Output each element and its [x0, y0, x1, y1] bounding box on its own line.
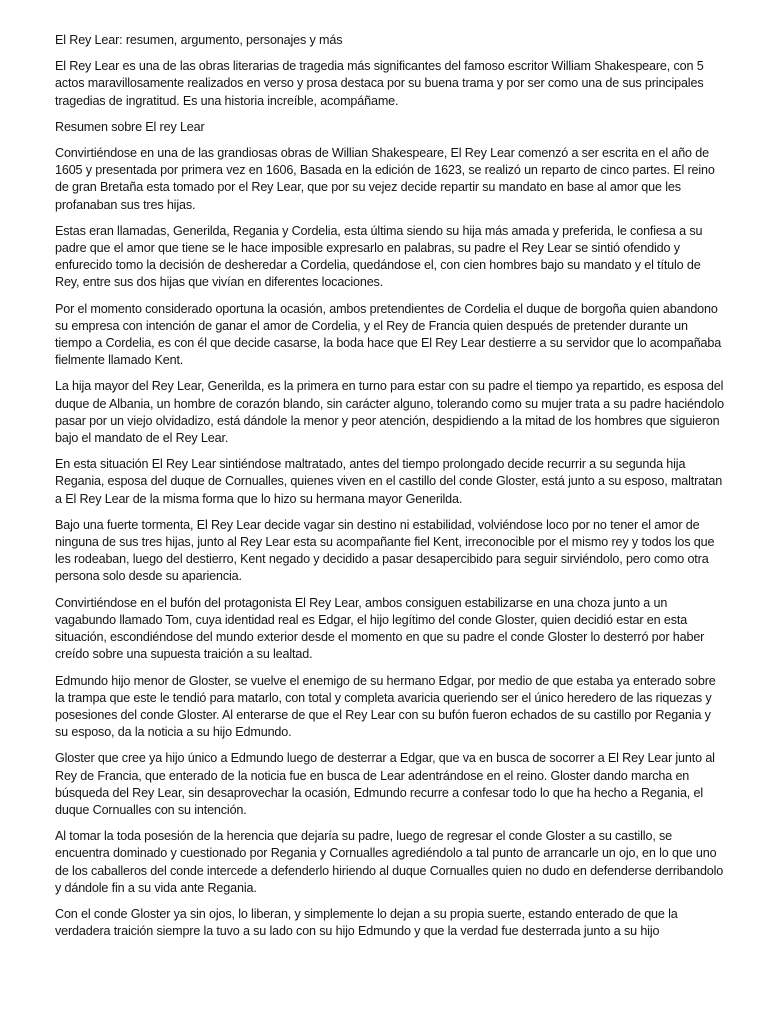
- paragraph: Gloster que cree ya hijo único a Edmundo luego de desterrar a Edgar, que va en busca de socorrer a El Rey Lear junto al Rey de Francia, que enterado de la noticia fue en busca de Lear adentrándose en el reino. Gloster dando marcha en búsqueda del Rey Lear, sin desaprovechar la ocasión, Edmundo recurre a confesar todo lo que ha hecho a Regania, el duque Cornualles con su intención.: [55, 751, 715, 817]
- paragraph: Bajo una fuerte tormenta, El Rey Lear decide vagar sin destino ni estabilidad, volviéndose loco por no tener el amor de ninguna de sus tres hijas, junto al Rey Lear esta su acompañante fiel Kent, irreconocible por el mismo rey y todos los que les rodeaban, luego del destierro, Kent negado y decidido a pasar desapercibido para seguir sirviéndolo, pero como otra persona solo desde su apariencia.: [55, 517, 715, 584]
- paragraph: Edmundo hijo menor de Gloster, se vuelve el enemigo de su hermano Edgar, por medio de que estaba ya enterado sobre la trampa que este le tendió para matarlo, con total y completa avaricia queriendo ser el único heredero de las riquezas y posesiones del conde Gloster. Al enterarse de que el Rey Lear con su bufón fueron echados de su castillo por Regania y su esposo, da la noticia a su hijo Edmundo.: [55, 673, 716, 740]
- section-heading: Resumen sobre El rey Lear: [55, 119, 205, 134]
- document-title: El Rey Lear: resumen, argumento, personajes y más: [55, 33, 343, 47]
- document-body: [55, 32, 727, 949]
- paragraph: Por el momento considerado oportuna la ocasión, ambos pretendientes de Cordelia el duque de borgoña quien abandono su empresa con intención de ganar el amor de Cordelia, y el Rey de Francia quien después de pretender durante un tiempo a Cordelia, es con él que decide casarse, la boda hace que El Rey Lear destierre a su servidor que lo acompañaba fielmente llamado Kent.: [55, 301, 722, 368]
- paragraph: Convirtiéndose en el bufón del protagonista El Rey Lear, ambos consiguen estabilizarse en una choza junto a un vagabundo llamado Tom, cuya identidad real es Edgar, el hijo legítimo del conde Gloster, quien decidió estar en esta situación, escondiéndose del mundo exterior desde el momento en que su padre el conde Gloster lo desterró por haber creído sobre una supuesta traición a su lealtad.: [55, 595, 705, 662]
- paragraph: Con el conde Gloster ya sin ojos, lo liberan, y simplemente lo dejan a su propia suerte, estando enterado de que la verdadera traición siempre la tuvo a su lado con su hijo Edmundo y que la verdad fue desterrada junto a su hijo: [55, 906, 678, 939]
- paragraph: La hija mayor del Rey Lear, Generilda, es la primera en turno para estar con su padre el tiempo ya repartido, es esposa del duque de Albania, un hombre de corazón blando, sin carácter alguno, tolerando como su mujer trata a su padre haciéndolo pasar por un viejo olvidadizo, está dándole la menor y peor atención, despidiendo a la mitad de los hombres que siguieron bajo el mandato de el Rey Lear.: [55, 379, 724, 446]
- paragraph: Estas eran llamadas, Generilda, Regania y Cordelia, esta última siendo su hija más amada y preferida, le confiesa a su padre que el amor que tiene se le hace imposible expresarlo en palabras, su padre el Rey Lear se sintió ofendido y enfurecido tomo la decisión de desheredar a Cordelia, quedándose el, con cien hombres bajo su mandato y el título de Rey, entre sus dos hijas que vivían en diferentes locaciones.: [55, 223, 703, 290]
- paragraph: Al tomar la toda posesión de la herencia que dejaría su padre, luego de regresar el conde Gloster a su castillo, se encuentra dominado y cuestionado por Regania y Cornualles agrediéndolo a tal punto de arrancarle un ojo, en lo que uno de los caballeros del conde intercede a defenderlo hiriendo al duque Cornualles quien no dudo en defenderse derribandolo y dándole fin a su vida ante Regania.: [55, 829, 724, 895]
- intro-paragraph: El Rey Lear es una de las obras literarias de tragedia más significantes del famoso escritor William Shakespeare, con 5 actos maravillosamente realizados en verso y prosa destaca por su buena trama y por ser como una de sus principales tragedias de ingratitud. Es una historia increíble, acompáñame.: [55, 59, 704, 108]
- paragraph: Convirtiéndose en una de las grandiosas obras de Willian Shakespeare, El Rey Lear comenzó a ser escrita en el año de 1605 y presentada por primera vez en 1606, Basada en la edición de 1623, se realizó un reparto de cinco partes. El reino de gran Bretaña esta tomado por el Rey Lear, que por su vejez decide repartir su mandato en base al amor que les profanaban sus tres hijas.: [55, 146, 715, 212]
- paragraph: En esta situación El Rey Lear sintiéndose maltratado, antes del tiempo prolongado decide recurrir a su segunda hija Regania, esposa del duque de Cornualles, quienes viven en el castillo del conde Gloster, está junto a su esposo, maltratan a El Rey Lear de la misma forma que lo hizo su hermana mayor Generilda.: [55, 457, 723, 506]
